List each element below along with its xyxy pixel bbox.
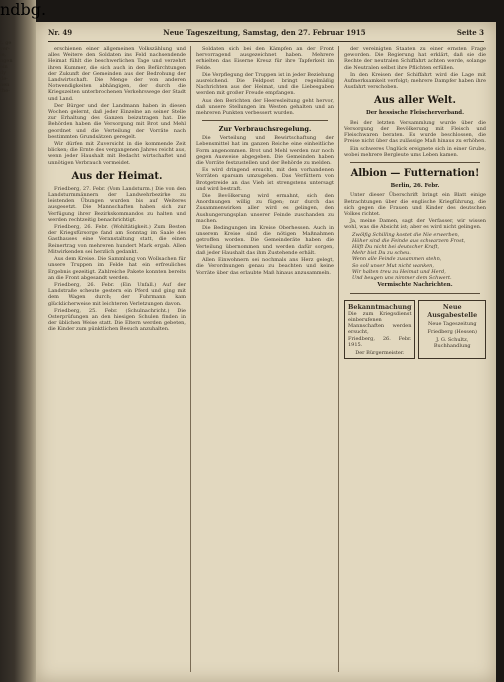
page-number-right: Seite 3 <box>456 28 484 37</box>
article-paragraph: Die Bevölkerung wird ermahnt, sich den Anordnungen willig zu fügen; nur durch das Zusammenwirken aller wird es gelingen, den Aushungerungsplan unserer Feinde zuschanden zu machen. <box>196 193 334 224</box>
section-divider <box>202 120 328 121</box>
news-item: Friedberg, 26. Febr. (Ein Unfall.) Auf der Landstraße scheute gestern ein Pferd und ging mit dem Wagen durch; der Fuhrmann kam glücklicherweise mit leichteren Verletzungen davon. <box>48 281 186 307</box>
section-heading-heimat: Aus der Heimat. <box>71 170 163 182</box>
poem-line: Hilft Du nicht bei deutscher Kraft, <box>352 244 440 251</box>
prev-fragment: ver- <box>0 46 10 52</box>
article-paragraph: Die Bedingungen im Kreise Oberhessen. Auch in unserem Kreise sind die nötigen Maßnahmen getroffen worden. Die Gemeinderäte haben die Verteilung übernommen und werden dafür sorgen, daß jeder Haushalt das ihm Zustehende erhält. <box>196 225 334 256</box>
masthead-dateline: Neue Tageszeitung, Samstag, den 27. Februar 1915 <box>163 28 366 37</box>
prev-fragment: dy <box>0 70 7 76</box>
notice-line: Die zum Kriegsdienst einberufenen Mannschaften werden ersucht, <box>348 310 412 336</box>
article-paragraph: Unter dieser Überschrift bringt ein Blatt einige Betrachtungen über die englische Kriegführung, die sich gegen die Frauen und Kinder des deutschen Volkes richtet. <box>344 192 486 218</box>
column-2 <box>196 46 334 676</box>
poem-line: Wir halten treu zu Heimat und Herd, <box>352 268 446 275</box>
page-header <box>48 28 484 40</box>
section-subheading: Vermischte Nachrichten. <box>377 282 453 289</box>
article-paragraph: Wir dürfen mit Zuversicht in die kommende Zeit blicken; die Ernte des vergangenen Jahres reicht aus, wenn jeder Haushalt mit Bedacht wirtschaftet und unnötigen Verbrauch vermeidet. <box>48 141 186 166</box>
dateline: Berlin, 26. Febr. <box>390 183 440 190</box>
column-1 <box>48 46 186 676</box>
ad-line: Neue Tageszeitung <box>427 320 477 327</box>
article-paragraph: erschienen einer allgemeinen Volkszählung und alles Weitere den Soldaten ins Feld nachsendende Heimat fühlt die beschwerlichen Tage und verzehrt ihren Kummer, die sich auch in den Befürchtungen der Zukunft der Gemeinden aus der Bedrohung der Landwirtschaft. Die Menge der von anderen Notwendigkeiten abhängigen, der durch die Kriegszeiten unterbrochenen Verkehrswege der Stadt und Land. <box>48 46 186 102</box>
news-item: Ein schweres Unglück ereignete sich in einer Grube, wobei mehrere Bergleute ums Leben kamen. <box>344 145 486 158</box>
column-rule <box>190 46 191 672</box>
section-heading-aus-aller-welt: Aus aller Welt. <box>373 95 456 107</box>
notice-title: Bekanntmachung <box>348 302 412 311</box>
prev-fragment: ie, <box>0 52 7 58</box>
article-paragraph: In den Kreisen der Schiffahrt wird die Lage mit Aufmerksamkeit verfolgt; mehrere Dampfer haben ihre Ausfahrt verschoben. <box>344 71 486 91</box>
article-paragraph: Ja, meine Damen, sagt der Verfasser, wir wissen wohl, was die Absicht ist; aber es wird nicht gelingen. <box>344 218 486 231</box>
news-item: Bei der letzten Versammlung wurde über die Versorgung der Bevölkerung mit Fleisch und Fleischwaren beraten. Es wurde beschlossen, die Preise nicht über das zulässige Maß hinaus zu erhöhen. <box>344 119 486 145</box>
newspaper-page <box>36 22 496 682</box>
poem-line: Mehr bist Du zu scheu. <box>352 250 411 257</box>
article-paragraph: Allen Einwohnern sei nochmals ans Herz gelegt, die Verordnungen genau zu beachten und keine Vorräte über das erlaubte Maß hinaus anzusammeln. <box>196 257 334 276</box>
previous-page-gutter <box>0 0 47 682</box>
article-paragraph: Aus den Berichten der Heeresleitung geht hervor, daß unsere Stellungen im Westen gehalten und an mehreren Punkten verbessert wurden. <box>196 97 334 117</box>
article-paragraph: Der Bürger und der Landmann haben in diesen Wochen gelernt, daß jeder Einzelne an seiner Stelle zur Erhaltung des Ganzen beizutragen hat. Die Behörden haben die Versorgung mit Brot und Mehl geordnet und die Verteilung der Vorräte nach bestimmten Grundsätzen geregelt. <box>48 102 186 140</box>
news-item: Friedberg, 27. Febr. (Vom Landsturm.) Die von den Landsturmmännern der Landwehrbezirke zu leistenden Übungen wurden bis auf Weiteres ausgesetzt. Die Mannschaften haben sich zur Verfügung ihrer Bezirkskommandos zu halten und werden rechtzeitig benachrichtigt. <box>48 185 186 223</box>
ad-title: Neue Ausgabestelle <box>427 302 478 319</box>
official-notice <box>344 300 415 359</box>
ad-line: J. G. Schultz, Buchhandlung <box>433 337 471 350</box>
prev-fragment: ein <box>0 64 8 70</box>
article-paragraph: Soldaten sich bei den Kämpfen an der Front hervorragend ausgezeichnet haben. Mehrere erhielten das Eiserne Kreuz für ihre Tapferkeit im Felde. <box>196 46 334 71</box>
poem-line: So soll unser Mut nicht wanken, <box>352 262 434 269</box>
section-heading-albion: Albion — Futternation! <box>350 168 480 180</box>
news-item: Friedberg, 25. Febr. (Schulnachricht.) Die Osterprüfungen an den hiesigen Schulen finden in der üblichen Weise statt. Die Eltern werden gebeten, die Kinder zum pünktlichen Besuch anzuhalten. <box>48 307 186 333</box>
article-paragraph: Es wird dringend ersucht, mit den vorhandenen Vorräten sparsam umzugehen. Das Verfüttern von Brotgetreide an das Vieh ist strengstens untersagt und wird bestraft. <box>196 167 334 192</box>
advertisement <box>418 300 486 359</box>
prev-fragment: t. ge <box>0 40 12 46</box>
section-divider <box>350 162 480 163</box>
ad-line: Friedberg (Hessen) <box>427 328 477 335</box>
notice-line: Friedberg, 26. Febr. 1915. <box>348 335 412 348</box>
prev-fragment: the- <box>0 88 10 94</box>
section-subheading: Der hessische Fleischerverband. <box>366 110 464 117</box>
prev-fragment: nen <box>0 82 10 88</box>
poem-line: Wenn alle Feinde zusammen stehn, <box>352 256 442 263</box>
page-number-left: Nr. 49 <box>48 28 73 37</box>
prev-fragment: de- <box>0 76 8 82</box>
previous-page-text-strip <box>0 40 30 94</box>
poem-line: Höher sind die Feinde aus schwarzem Frost, <box>352 237 466 244</box>
article-paragraph: Die Verpflegung der Truppen ist in jeder Beziehung ausreichend. Die Feldpost bringt regelmäßig Nachrichten aus der Heimat, und die Liebesgaben werden mit großer Freude empfangen. <box>196 71 334 97</box>
news-item: Aus dem Kreise. Die Sammlung von Wollsachen für unsere Truppen im Felde hat ein erfreuliches Ergebnis gezeitigt. Zahlreiche Pakete konnten bereits an die Front abgesandt werden. <box>48 256 186 281</box>
news-item: Friedberg, 26. Febr. (Wohltätigkeit.) Zum Besten der Kriegsfürsorge fand am Sonntag im Saale des Gasthauses eine Veranstaltung statt, die einen Reinertrag von mehreren hundert Mark ergab. Allen Mitwirkenden sei herzlich gedankt. <box>48 224 186 255</box>
poem-line: Und beugen uns nimmer dem Schwert. <box>352 275 452 282</box>
notice-row <box>344 298 486 359</box>
poem <box>344 232 486 282</box>
poem-line: Zwölfig Schilling kostet die Nie erwerben, <box>352 231 460 238</box>
prev-fragment: ngen <box>0 58 13 64</box>
prev-page-heading-fragment: ndbg. <box>0 0 47 19</box>
header-rule <box>48 41 484 42</box>
notice-signature: Der Bürgermeister. <box>355 349 405 356</box>
article-paragraph: der vereinigten Staaten zu einer ernsten Frage geworden. Die Regierung hat erklärt, daß sie die Rechte der neutralen Schiffahrt achten werde, solange die Neutralen selbst ihre Pflichten erfüllen. <box>344 46 486 71</box>
article-paragraph: Die Verteilung und Bewirtschaftung der Lebensmittel hat im ganzen Reiche eine einheitliche Form angenommen. Brot und Mehl werden nur noch gegen Ausweise abgegeben. Die Gemeinden haben die Vorräte festzustellen und der Behörde zu melden. <box>196 135 334 167</box>
column-3 <box>344 46 486 676</box>
section-divider <box>350 293 480 294</box>
notice-heading: Zur Verbrauchsregelung. <box>218 125 312 134</box>
column-rule <box>338 46 339 672</box>
